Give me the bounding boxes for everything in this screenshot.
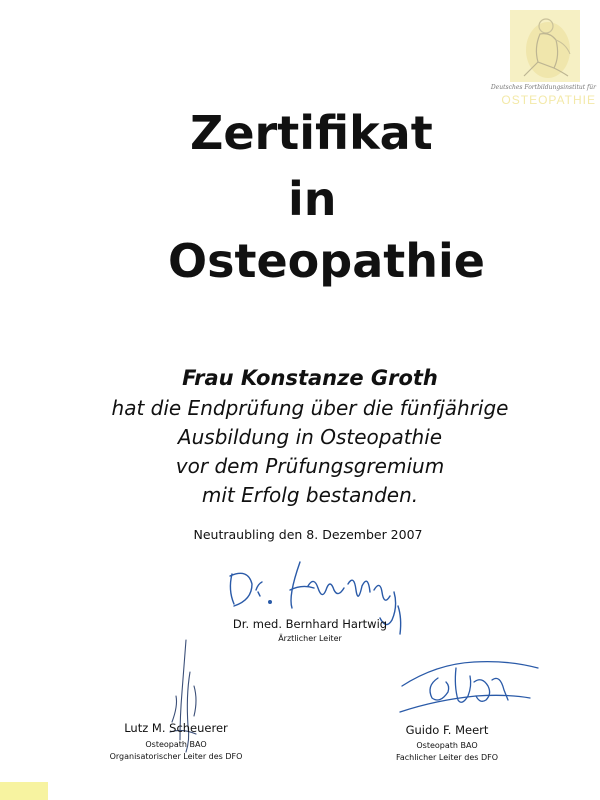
place-and-date: Neutraubling den 8. Dezember 2007 (193, 527, 423, 542)
signatory-role-hartwig: Ärztlicher Leiter (278, 634, 342, 643)
signatory-name-hartwig: Dr. med. Bernhard Hartwig (232, 617, 388, 631)
logo-caption: Deutsches Fortbildungsinstitut für (490, 84, 596, 91)
seated-figure-logo-icon (510, 10, 580, 82)
certificate-title-line-1: Zertifikat (190, 106, 433, 160)
logo-wordmark: OSTEOPATHIE (501, 93, 596, 107)
recipient-name: Frau Konstanze Groth (182, 366, 438, 390)
signatory-name-meert: Guido F. Meert (405, 723, 489, 737)
signature-scheuerer (150, 636, 220, 756)
signature-meert (396, 656, 546, 722)
signatory-qualification-scheuerer: Osteopath BAO (145, 740, 207, 749)
signatory-qualification-meert: Osteopath BAO (416, 741, 478, 750)
certificate-title-line-2: in (288, 172, 337, 226)
signatory-role-meert: Fachlicher Leiter des DFO (395, 753, 499, 762)
statement-line-3: vor dem Prüfungsgremium (175, 454, 445, 478)
institute-logo (478, 6, 598, 108)
statement-line-1: hat die Endprüfung über die fünfjährige (111, 396, 509, 420)
scan-corner-mark (0, 782, 48, 800)
signatory-name-scheuerer: Lutz M. Scheuerer (124, 721, 228, 735)
signatory-role-scheuerer: Organisatorischer Leiter des DFO (109, 752, 243, 761)
statement-line-4: mit Erfolg bestanden. (201, 483, 419, 507)
statement-line-2: Ausbildung in Osteopathie (177, 425, 443, 449)
certificate-title-line-3: Osteopathie (168, 234, 485, 288)
